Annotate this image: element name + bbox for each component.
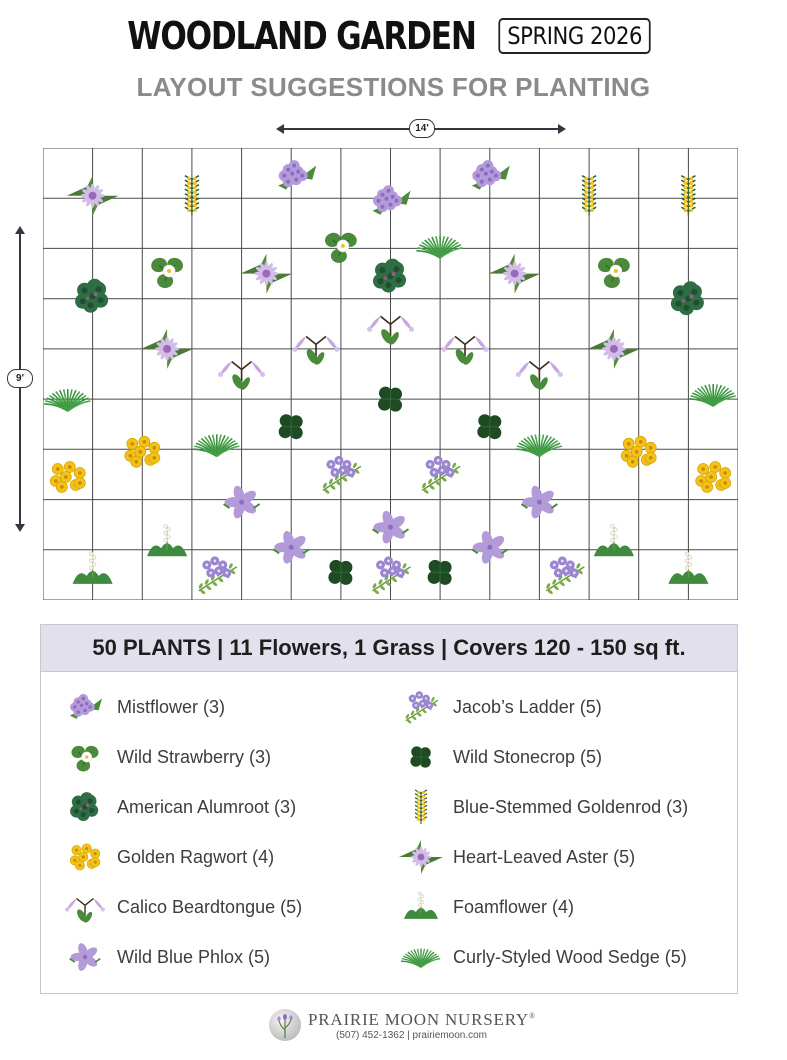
legend-item-blue-stemmed-goldenrod [399, 787, 688, 827]
legend-label: Jacob’s Ladder (5) [453, 696, 602, 717]
legend-item-curly-styled-wood-sedge [399, 937, 687, 977]
legend-label: Wild Stonecrop (5) [453, 746, 603, 767]
legend-item-calico-beardtongue [63, 887, 302, 927]
legend-item-wild-strawberry [63, 737, 271, 777]
trademark-mark: ® [528, 1011, 536, 1021]
wild-blue-phlox-icon [224, 484, 260, 519]
legend-label: Calico Beardtongue (5) [117, 896, 303, 917]
legend-item-american-alumroot [63, 787, 296, 827]
blue-stemmed-goldenrod-icon [399, 787, 443, 827]
curly-styled-wood-sedge-icon [44, 389, 90, 411]
page-subtitle: LAYOUT SUGGESTIONS FOR PLANTING [136, 72, 651, 102]
legend-item-wild-blue-phlox [63, 937, 270, 977]
width-label: 14' [409, 119, 435, 138]
legend-label: American Alumroot (3) [117, 796, 297, 817]
legend-item-foamflower [399, 887, 574, 927]
legend-label: Heart-Leaved Aster (5) [453, 846, 636, 867]
planting-grid-svg [43, 148, 738, 600]
foamflower-icon [668, 552, 708, 584]
foamflower-icon [73, 552, 113, 584]
curly-styled-wood-sedge-icon [193, 434, 239, 456]
legend-label: Blue-Stemmed Goldenrod (3) [453, 796, 689, 817]
legend-label: Golden Ragwort (4) [117, 846, 275, 867]
golden-ragwort-icon [50, 462, 85, 493]
foamflower-icon [399, 887, 443, 927]
wild-stonecrop-icon [279, 414, 303, 439]
jacobs-ladder-icon [322, 456, 361, 495]
arrow-down-icon [15, 524, 25, 532]
page-title: WOODLAND GARDEN [127, 14, 477, 58]
wild-blue-phlox-icon [472, 530, 508, 565]
mistflower-icon [472, 160, 510, 190]
blue-stemmed-goldenrod-icon [681, 176, 695, 216]
wild-stonecrop-icon [399, 737, 443, 777]
legend-item-heart-leaved-aster [399, 837, 635, 877]
jacobs-ladder-icon [421, 456, 460, 495]
height-label: 9' [7, 369, 33, 388]
planting-grid [43, 148, 738, 600]
season-badge: SPRING 2026 [499, 18, 651, 54]
contact-info: (507) 452-1362 | prairiemoon.com [336, 1030, 488, 1041]
heart-leaved-aster-icon [399, 837, 443, 877]
blue-stemmed-goldenrod-icon [582, 176, 596, 216]
legend-label: Foamflower (4) [453, 896, 575, 917]
american-alumroot-icon [63, 787, 107, 827]
title-row [0, 14, 787, 58]
brand-name: PRAIRIE MOON NURSERY® [308, 1010, 536, 1029]
wild-stonecrop-icon [328, 560, 352, 585]
footer [0, 1006, 787, 1046]
legend-label: Wild Blue Phlox (5) [117, 946, 271, 967]
arrow-left-icon [276, 124, 284, 134]
golden-ragwort-icon [696, 462, 731, 493]
mistflower-icon [373, 185, 411, 215]
foamflower-icon [147, 524, 187, 556]
heart-leaved-aster-icon [240, 254, 292, 294]
calico-beardtongue-icon [442, 336, 489, 366]
legend-item-jacobs-ladder [399, 687, 602, 727]
legend-label: Mistflower (3) [117, 696, 226, 717]
wild-blue-phlox-icon [63, 937, 107, 977]
jacobs-ladder-icon [372, 556, 411, 595]
american-alumroot-icon [373, 259, 406, 293]
curly-styled-wood-sedge-icon [690, 384, 736, 406]
wild-stonecrop-icon [378, 387, 402, 412]
wild-strawberry-icon [149, 256, 185, 288]
calico-beardtongue-icon [293, 336, 340, 366]
legend-item-mistflower [63, 687, 225, 727]
prairie-moon-logo-icon [268, 1008, 302, 1042]
heart-leaved-aster-icon [141, 329, 193, 369]
curly-styled-wood-sedge-icon [399, 937, 443, 977]
wild-stonecrop-icon [428, 560, 452, 585]
golden-ragwort-icon [63, 837, 107, 877]
jacobs-ladder-icon [198, 556, 237, 595]
jacobs-ladder-icon [399, 687, 443, 727]
wild-blue-phlox-icon [521, 484, 557, 519]
wild-strawberry-icon [63, 737, 107, 777]
summary-headline: 50 PLANTS | 11 Flowers, 1 Grass | Covers 120 - 150 sq ft. [41, 625, 737, 672]
wild-stonecrop-icon [477, 414, 501, 439]
heart-leaved-aster-icon [489, 254, 541, 294]
blue-stemmed-goldenrod-icon [185, 176, 199, 216]
wild-strawberry-icon [596, 256, 632, 288]
arrow-right-icon [558, 124, 566, 134]
plant-summary-panel [40, 624, 738, 994]
jacobs-ladder-icon [546, 556, 585, 595]
heart-leaved-aster-icon [588, 329, 640, 369]
foamflower-icon [594, 524, 634, 556]
legend-label: Curly-Styled Wood Sedge (5) [453, 946, 687, 967]
mistflower-icon [278, 160, 316, 190]
american-alumroot-icon [671, 281, 704, 315]
legend-item-wild-stonecrop [399, 737, 602, 777]
american-alumroot-icon [75, 279, 108, 313]
calico-beardtongue-icon [63, 887, 107, 927]
width-dimension [276, 122, 566, 136]
heart-leaved-aster-icon [67, 176, 119, 216]
arrow-up-icon [15, 226, 25, 234]
mistflower-icon [63, 687, 107, 727]
legend-label: Wild Strawberry (3) [117, 746, 272, 767]
header [0, 14, 787, 103]
wild-blue-phlox-icon [373, 509, 409, 544]
wild-blue-phlox-icon [273, 530, 309, 565]
curly-styled-wood-sedge-icon [516, 434, 562, 456]
legend-item-golden-ragwort [63, 837, 274, 877]
curly-styled-wood-sedge-icon [416, 236, 462, 258]
height-dimension [13, 226, 27, 532]
